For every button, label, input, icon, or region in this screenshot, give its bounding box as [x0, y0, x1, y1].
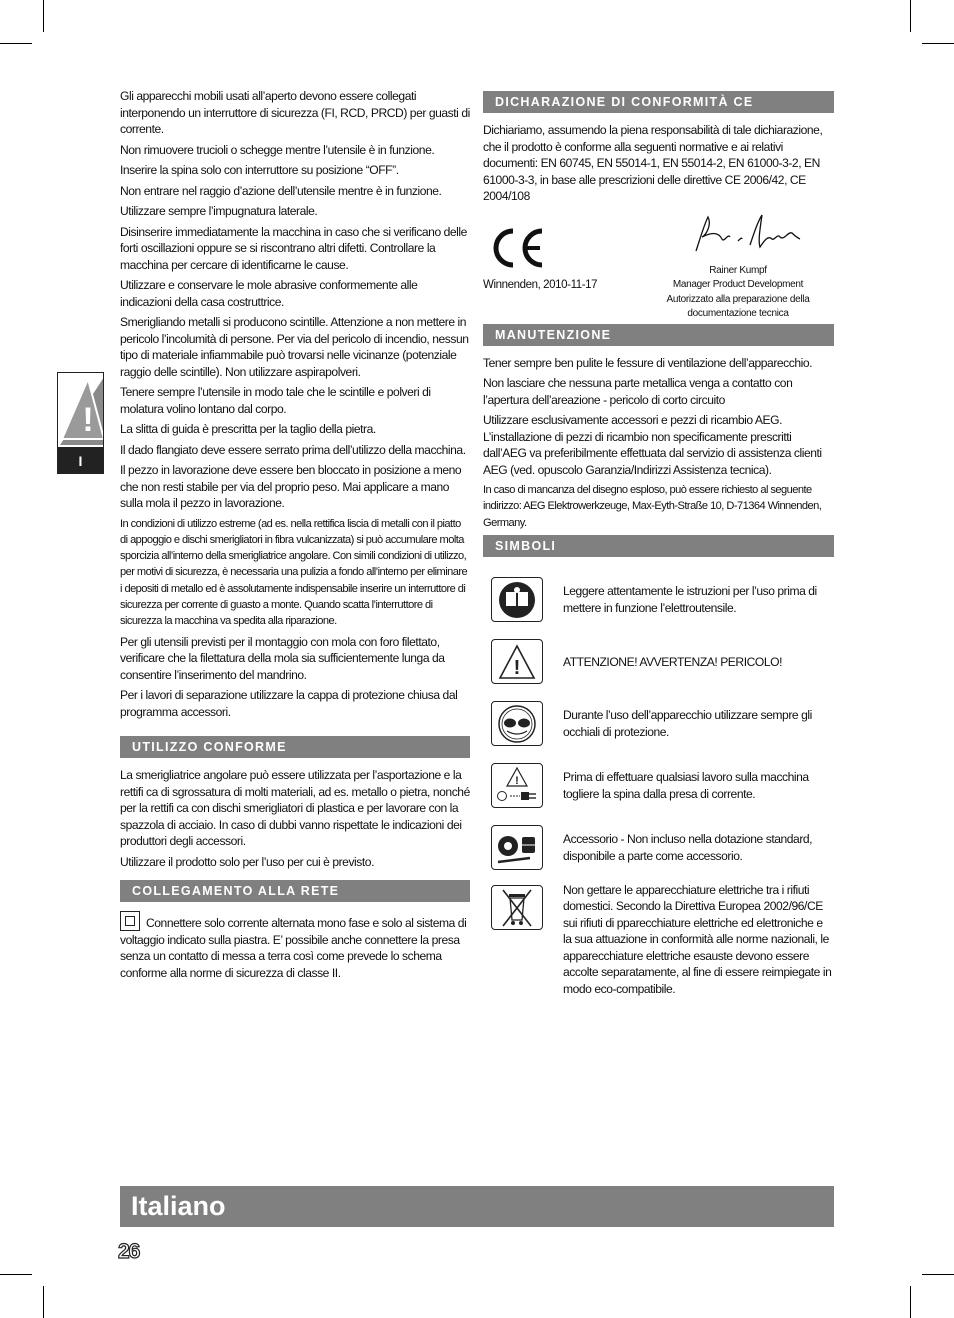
right-column [483, 79, 834, 1008]
footer-language-bar: Italiano [120, 1186, 834, 1227]
crop-mark [910, 0, 911, 32]
paragraph: Per i lavori di separazione utilizzare la cappa di protezione chiusa dal programma accessori. [120, 688, 458, 719]
paragraph: Disinserire immediatamente la macchina in caso che si verificano delle forti oscillazioni oppure se si riscontrano altri difetti. Controllare la macchina per cercare di identificarne le cause. [120, 224, 467, 272]
paragraph: La smerigliatrice angolare può essere utilizzata per l’asportazione e la rettifi ca di sgrossatura di molti materiali, ad es. metallo o pietra, nonché per la rettifi ca con dischi smerigliatori di plastica e per lavorare con la spazzola di acciaio. In caso di dubbi vanno rispettate le indicazioni dei produttori degli accessori. [120, 768, 470, 849]
crop-mark [910, 1286, 911, 1318]
section-header-simboli: SIMBOLI [483, 535, 834, 557]
language-tab: I [57, 448, 104, 474]
svg-text:!: ! [82, 401, 94, 439]
paragraph: Il pezzo in lavorazione deve essere ben bloccato in posizione a meno che non resti stabile per via del proprio peso. Mai applicare a mano sulla mola il pezzo in lavorazione. [120, 463, 462, 510]
paragraph-small: In condizioni di utilizzo estreme (ad es. nella rettifica liscia di metalli con il piatto di appoggio e dischi smerigliatori in fibra vulcanizzata) si può accumulare molta sporcizia all’interno della smerigliatrice angolare. Con simili condizioni di utilizzo, per motivi di sicurezza, è necessaria una pulizia a fondo all’interno per eliminare i depositi di metallo ed è assolutamente indispensabile inserire un interruttore di sicurezza per corrente di guasto a monte. Quando scatta l’interruttore di sicurezza la macchina va spedita alla riparazione. [120, 517, 468, 628]
unplug-icon [491, 763, 543, 808]
section-header-utilizzo: UTILIZZO CONFORME [120, 736, 470, 758]
page-number: 26 [118, 1240, 140, 1263]
symbol-row [483, 820, 834, 876]
class-ii-icon [120, 911, 140, 931]
symbol-text: Durante l’uso dell’apparecchio utilizzare sempre gli occhiali di protezione. [563, 708, 812, 739]
crop-mark [0, 1274, 32, 1275]
paragraph: Per gli utensili previsti per il montaggio con mola con foro filettato, verificare che la filettatura della mola sia sufficientemente lunga da consentire l’inserimento del mandrino. [120, 634, 445, 682]
symbol-text: Non gettare le apparecchiature elettriche tra i rifiuti domestici. Secondo la Direttiva Europea 2002/96/CE sui rifiuti di pparecchiature elettriche ed elettroniche e la sua attuazione in conformità alle norme nazionali, le apparecchiature elettriche esauste devono essere accolte separatamente, al fine di essere reimpiegate in modo eco-compatibile. [563, 882, 832, 996]
weee-bin-icon [491, 885, 543, 930]
signer-block [653, 264, 823, 322]
paragraph: Dichiariamo, assumendo la piena responsabilità di tale dichiarazione, che il prodotto è conforme alla seguenti normative e ai relativi documenti: EN 60745, EN 55014-1, EN 55014-2, EN 61000-3-2, EN 61000-3-3, in base alle prescrizioni delle direttive CE 2006/42, CE 2004/108 [483, 123, 823, 203]
paragraph: Utilizzare esclusivamente accessori e pezzi di ricambio AEG. L’installazione di pezzi di ricambio non specificamente prescritti dall’AEG va preferibilmente effettuata dal servizio di assistenza clienti AEG (ved. opuscolo Garanzia/Indirizzi Assistenza tecnica). [483, 413, 822, 477]
crop-mark [0, 43, 32, 44]
rete-text: Connettere solo corrente alternata mono fase e solo al sistema di voltaggio indicato sulla piastra. E’ possibile anche connettere la presa senza un contatto di messa a terra così come prevede lo schema conforme alla norme di sicurezza di classe II. [120, 916, 467, 980]
place-date: Winnenden, 2010-11-17 [483, 278, 598, 291]
paragraph: Il dado flangiato deve essere serrato prima dell’utilizzo della macchina. [120, 442, 466, 457]
crop-mark [43, 1286, 44, 1318]
signer-role: Manager Product Development [672, 279, 804, 290]
ce-declaration-block [483, 209, 834, 324]
paragraph: Smerigliando metalli si producono scintille. Attenzione a non mettere in pericolo l’incolumità di persone. Per via del pericolo di incendio, nessun tipo di materiale infiammabile può trovarsi nelle vicinanze (potenziale raggio delle scintille). Non utilizzare aspirapolveri. [120, 315, 469, 379]
signer-auth: Autorizzato alla preparazione della [666, 293, 810, 305]
symbol-row [483, 634, 834, 690]
symbol-text: Leggere attentamente le istruzioni per l’uso prima di mettere in funzione l’elettroutensile. [563, 584, 817, 615]
symbol-row [483, 758, 834, 814]
symbol-text: ATTENZIONE! AVVERTENZA! PERICOLO! [563, 654, 783, 669]
crop-mark [922, 1274, 954, 1275]
paragraph: Non entrare nel raggio d’azione dell’utensile mentre è in funzione. [120, 183, 442, 198]
ce-mark-icon [487, 225, 547, 271]
paragraph: Tener sempre ben pulite le fessure di ventilazione dell’apparecchio. [483, 355, 813, 370]
paragraph: Tenere sempre l’utensile in modo tale che le scintille e polveri di molatura volino lontano dal corpo. [120, 385, 431, 416]
svg-text:!: ! [513, 656, 521, 679]
paragraph-rete [120, 911, 470, 981]
paragraph: Utilizzare e conservare le mole abrasive conformemente alle indicazioni della casa costruttrice. [120, 278, 418, 309]
crop-mark [922, 43, 954, 44]
paragraph: Non lasciare che nessuna parte metallica venga a contatto con l’apertura dell’areazione - pericolo di corto circuito [483, 376, 793, 407]
read-manual-icon [491, 577, 543, 622]
symbol-row [483, 696, 834, 752]
paragraph: Non rimuovere trucioli o schegge mentre l’utensile è in funzione. [120, 142, 435, 157]
signer-auth: documentazione tecnica [687, 308, 789, 319]
symbol-row [483, 882, 834, 1002]
language-sidebar [57, 372, 104, 474]
accessory-icon [491, 825, 543, 870]
safety-goggles-icon [491, 701, 543, 746]
symbol-text: Prima di effettuare qualsiasi lavoro sulla macchina togliere la spina dalla presa di corrente. [563, 770, 809, 801]
paragraph: Utilizzare sempre l’impugnatura laterale. [120, 204, 318, 218]
svg-text:!: ! [515, 774, 519, 787]
section-header-ce: DICHARAZIONE DI CONFORMITÀ CE [483, 91, 834, 113]
crop-mark [43, 0, 44, 32]
symbol-row [483, 572, 834, 628]
signer-name: Rainer Kumpf [709, 264, 767, 276]
symbol-text: Accessorio - Non incluso nella dotazione standard, disponibile a parte come accessorio. [563, 832, 813, 863]
paragraph: Utilizzare il prodotto solo per l’uso per cui è previsto. [120, 854, 374, 869]
warning-triangle-icon [491, 639, 543, 684]
warning-icon [57, 372, 104, 448]
signature [688, 211, 808, 255]
section-header-rete: COLLEGAMENTO ALLA RETE [120, 880, 470, 902]
paragraph: Inserire la spina solo con interruttore su posizione “OFF”. [120, 163, 399, 177]
paragraph-small: In caso di mancanza del disegno esploso, può essere richiesto al seguente indirizzo: AEG Elektrowerkzeuge, Max-Eyth-Straße 10, D-71364 Winnenden, Germany. [483, 484, 822, 529]
paragraph: Gli apparecchi mobili usati all’aperto devono essere collegati interponendo un interruttore di sicurezza (FI, RCD, PRCD) per guasti di corrente. [120, 89, 470, 136]
section-header-manutenzione: MANUTENZIONE [483, 324, 834, 346]
paragraph: La slitta di guida è prescritta per la taglio della pietra. [120, 422, 376, 436]
left-column [120, 88, 470, 985]
